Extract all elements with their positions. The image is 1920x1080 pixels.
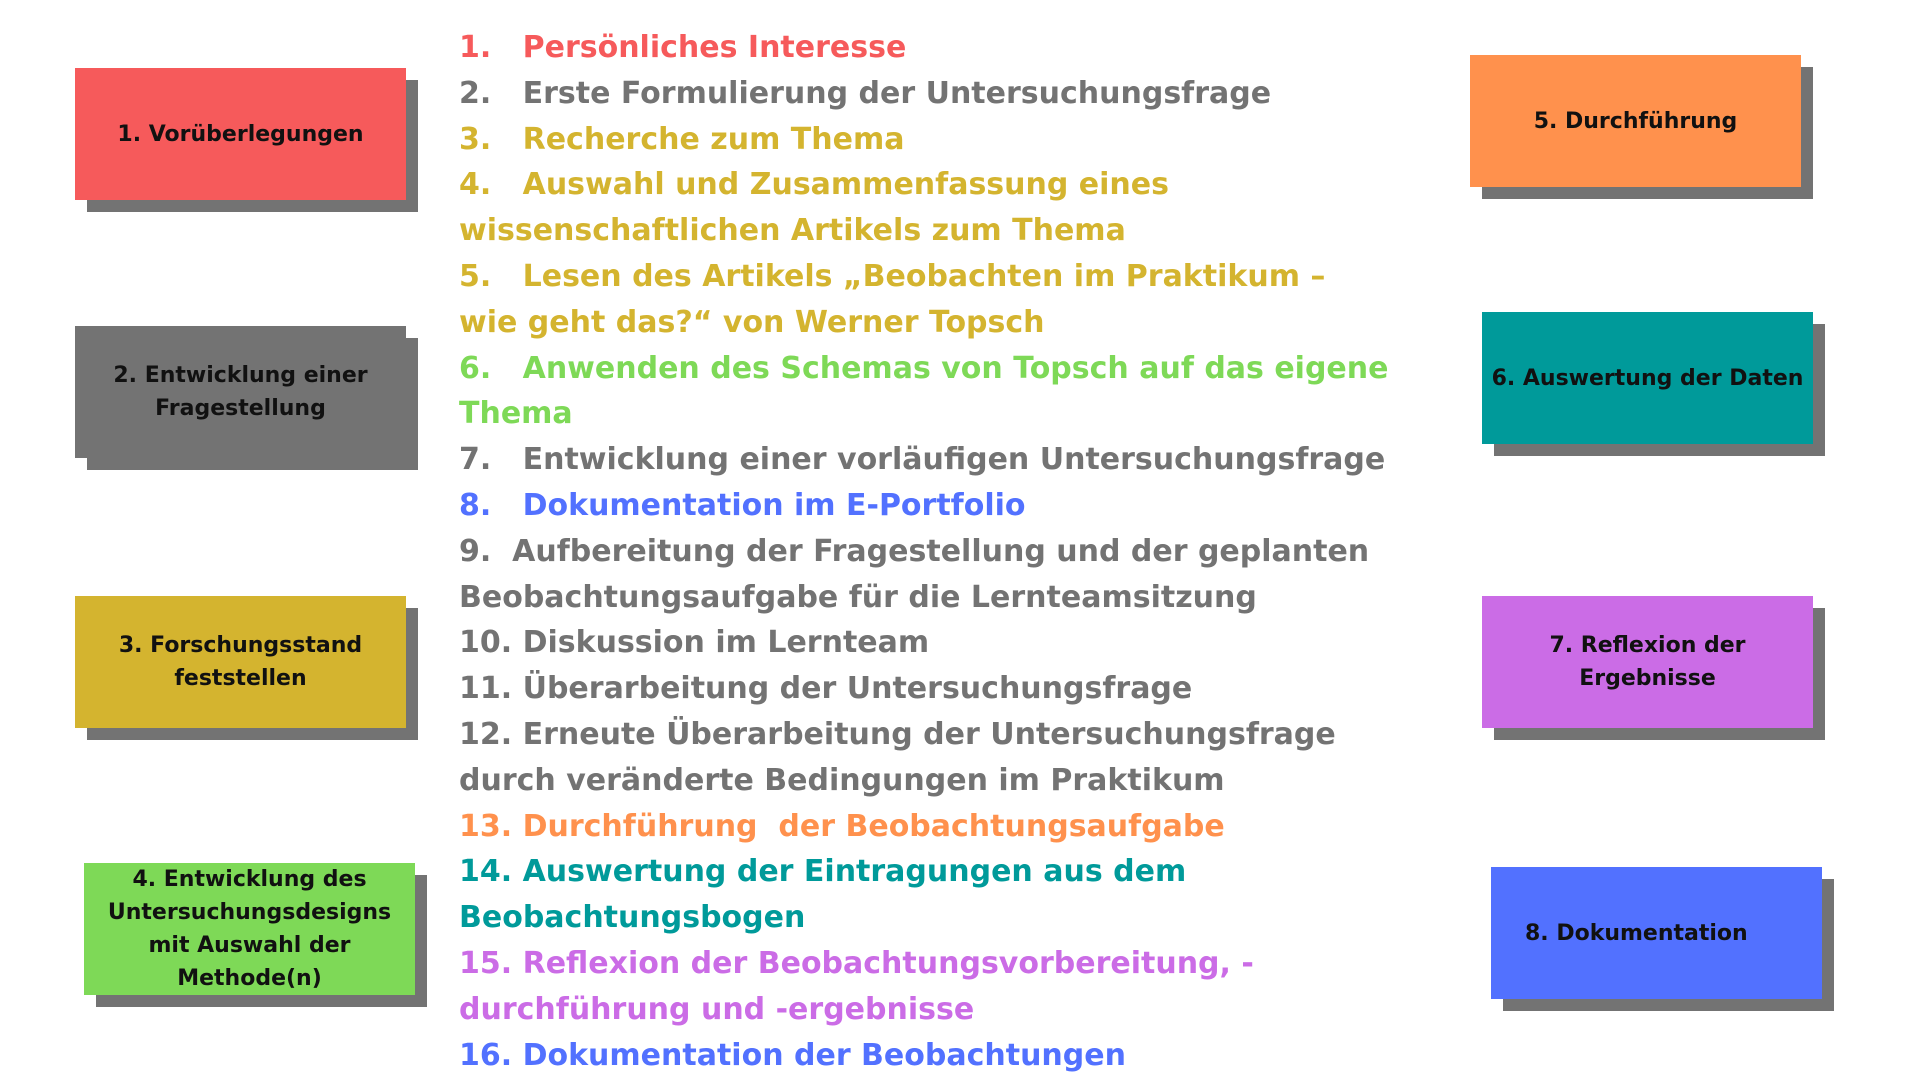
step-item: 15. Reflexion der Beobachtungsvorbereitung, -durchführung und -ergebnisse — [459, 945, 1254, 1027]
phase-box-6-label: 6. Auswertung der Daten — [1482, 312, 1813, 444]
step-item: 3. Recherche zum Thema — [459, 121, 905, 157]
phase-box-6 — [1482, 312, 1813, 444]
step-item: 1. Persönliches Interesse — [459, 30, 907, 65]
phase-box-5-label: 5. Durchführung — [1470, 55, 1801, 187]
phase-box-7-label: 7. Reflexion der Ergebnisse — [1482, 596, 1813, 728]
step-item: 10. Diskussion im Lernteam — [459, 625, 930, 661]
phase-box-8-label: 8. Dokumentation — [1491, 867, 1822, 999]
phase-box-2-label: 2. Entwicklung einer Fragestellung — [75, 326, 406, 458]
step-item: 7. Entwicklung einer vorläufigen Untersuchungsfrage — [459, 442, 1386, 478]
step-item: 14. Auswertung der Eintragungen aus dem Beobachtungsbogen — [459, 854, 1197, 936]
step-item: 2. Erste Formulierung der Untersuchungsfrage — [459, 75, 1272, 111]
step-item: 11. Überarbeitung der Untersuchungsfrage — [459, 671, 1193, 707]
phase-box-2 — [75, 326, 406, 458]
phase-box-7 — [1482, 596, 1813, 728]
step-item: 5. Lesen des Artikels „Beobachten im Praktikum – wie geht das?“ von Werner Topsch — [459, 258, 1336, 340]
step-item: 8. Dokumentation im E-Portfolio — [459, 487, 1026, 523]
phase-box-3-label: 3. Forschungsstand feststellen — [75, 596, 406, 728]
step-item: 12. Erneute Überarbeitung der Untersuchungsfrage durch veränderte Bedingungen im Praktikum — [459, 716, 1347, 798]
step-item: 6. Anwenden des Schemas von Topsch auf das eigene Thema — [459, 350, 1399, 432]
step-item: 4. Auswahl und Zusammenfassung eines wissenschaftlichen Artikels zum Thema — [459, 167, 1180, 249]
phase-box-3 — [75, 596, 406, 728]
phase-box-4-label: 4. Entwicklung des Untersuchungsdesigns mit Auswahl der Methode(n) — [84, 863, 415, 995]
phase-box-8 — [1491, 867, 1822, 999]
phase-box-4 — [84, 863, 415, 995]
step-item: 9. Aufbereitung der Fragestellung und der geplanten Beobachtungsaufgabe für die Lernteamsitzung — [459, 533, 1380, 615]
step-item: 13. Durchführung der Beobachtungsaufgabe — [459, 808, 1225, 844]
step-list — [459, 25, 1399, 1078]
phase-box-1 — [75, 68, 406, 200]
step-item: 16. Dokumentation der Beobachtungen — [459, 1037, 1126, 1073]
phase-box-5 — [1470, 55, 1801, 187]
phase-box-1-label: 1. Vorüberlegungen — [75, 68, 406, 200]
